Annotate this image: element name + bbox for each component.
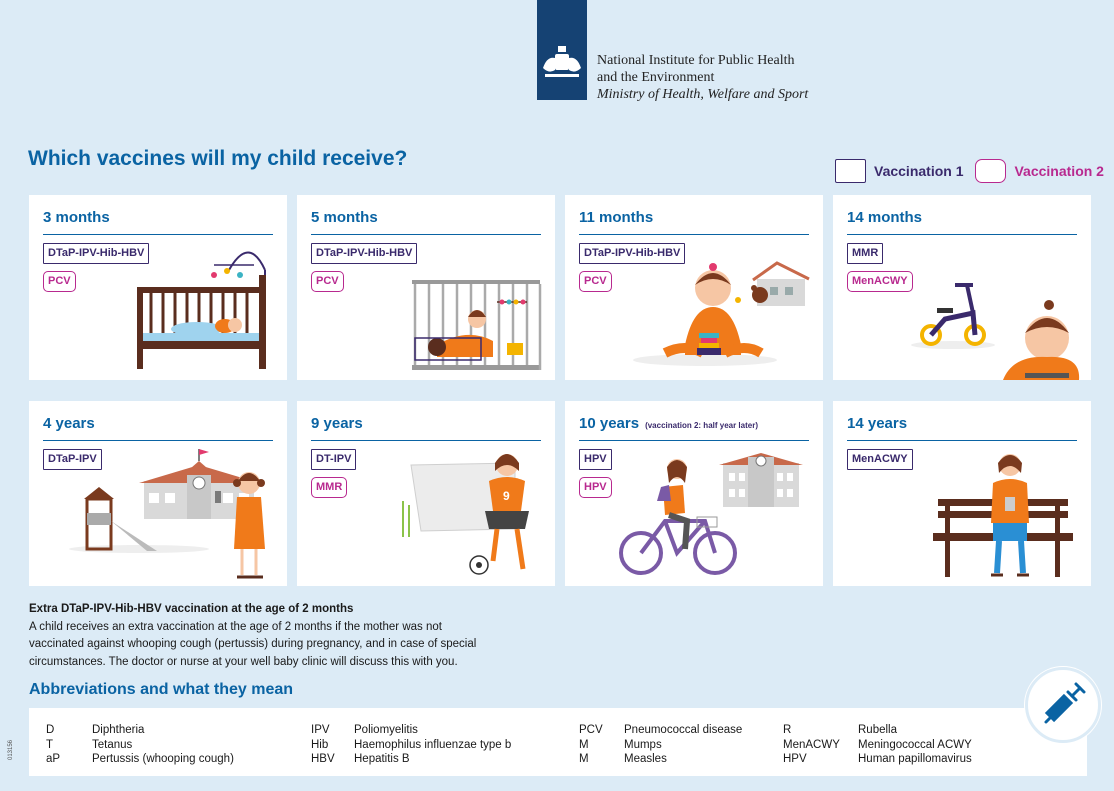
extra-vaccination-title: Extra DTaP-IPV-Hib-HBV vaccination at the age of 2 months xyxy=(29,603,354,615)
card-age: 9 years xyxy=(311,415,363,432)
abbreviation-code: HPV xyxy=(783,753,807,765)
abbreviations-column-4 xyxy=(783,723,972,767)
abbreviation-code: IPV xyxy=(311,724,330,736)
abbreviations-box xyxy=(29,708,1087,776)
abbreviation-row xyxy=(311,752,511,767)
abbreviation-code: M xyxy=(579,753,589,765)
vaccination-1-tag: HPV xyxy=(579,449,612,470)
card-4-years xyxy=(29,401,287,586)
abbreviation-row xyxy=(579,723,742,738)
abbreviations-column-1 xyxy=(46,723,234,767)
card-age: 11 months xyxy=(579,209,654,226)
card-age-label: 10 years xyxy=(579,415,640,432)
card-age xyxy=(579,415,758,432)
abbreviation-code: M xyxy=(579,738,589,751)
vaccination-1-tag: MenACWY xyxy=(847,449,913,470)
abbreviation-meaning: Rubella xyxy=(858,724,897,736)
card-divider xyxy=(311,234,541,235)
card-divider xyxy=(847,234,1077,235)
vaccination-2-tag: PCV xyxy=(579,271,612,292)
card-age: 14 years xyxy=(847,415,908,432)
abbreviation-row xyxy=(579,752,742,767)
vaccination-1-tag: DTaP-IPV-Hib-HBV xyxy=(311,243,417,264)
abbreviations-title: Abbreviations and what they mean xyxy=(29,681,294,698)
abbreviation-row xyxy=(311,723,511,738)
abbreviation-meaning: Poliomyelitis xyxy=(354,724,418,736)
abbreviation-meaning: Tetanus xyxy=(92,738,133,751)
vaccination-1-tag: DTaP-IPV-Hib-HBV xyxy=(43,243,149,264)
vaccination-1-tag: MMR xyxy=(847,243,883,264)
abbreviation-row xyxy=(783,723,972,738)
vaccination-2-tag: MMR xyxy=(311,477,347,498)
abbreviation-row xyxy=(46,723,234,738)
abbreviation-code: T xyxy=(46,738,54,751)
legend-vaccination-1-swatch xyxy=(835,159,866,183)
abbreviation-meaning: Hepatitis B xyxy=(354,753,410,765)
abbreviations-column-3 xyxy=(579,723,742,767)
abbreviation-meaning: Human papillomavirus xyxy=(858,753,972,765)
vaccination-2-tag: PCV xyxy=(43,271,76,292)
legend xyxy=(835,159,1104,183)
abbreviations-column-2 xyxy=(311,723,511,767)
card-age: 3 months xyxy=(43,209,110,226)
organization-name xyxy=(597,52,808,103)
card-9-years xyxy=(297,401,555,586)
card-divider xyxy=(311,440,541,441)
extra-text-line-3: circumstances. The doctor or nurse at your well baby clinic will discuss this with you. xyxy=(29,655,458,668)
legend-vaccination-2-swatch xyxy=(975,159,1006,183)
card-age-note: (vaccination 2: half year later) xyxy=(645,421,758,430)
page-title: Which vaccines will my child receive? xyxy=(28,147,408,170)
abbreviation-meaning: Measles xyxy=(624,753,667,765)
abbreviation-meaning: Diphtheria xyxy=(92,724,145,736)
abbreviation-meaning: Meningococcal ACWY xyxy=(858,738,972,751)
abbreviation-meaning: Haemophilus influenzae type b xyxy=(354,738,512,751)
legend-vaccination-1-label: Vaccination 1 xyxy=(874,163,964,179)
abbreviation-code: PCV xyxy=(579,724,603,736)
vaccination-2-tag: HPV xyxy=(579,477,612,498)
card-11-months xyxy=(565,195,823,380)
card-5-months xyxy=(297,195,555,380)
syringe-icon xyxy=(1040,682,1086,728)
org-line-1: National Institute for Public Health xyxy=(597,53,795,68)
abbreviation-code: Hib xyxy=(311,738,329,751)
abbreviation-row xyxy=(783,752,972,767)
syringe-badge xyxy=(1025,667,1101,743)
vaccination-2-tag: PCV xyxy=(311,271,344,292)
abbreviation-row xyxy=(783,738,972,753)
card-3-months xyxy=(29,195,287,380)
extra-vaccination-info xyxy=(29,601,549,671)
extra-text-line-1: A child receives an extra vaccination at the age of 2 months if the mother was not xyxy=(29,620,442,633)
card-14-months xyxy=(833,195,1091,380)
abbreviation-row xyxy=(46,752,234,767)
card-divider xyxy=(847,440,1077,441)
card-14-years xyxy=(833,401,1091,586)
abbreviation-meaning: Pertussis (whooping cough) xyxy=(92,753,234,765)
logo-bar xyxy=(537,0,587,100)
ministry-name: Ministry of Health, Welfare and Sport xyxy=(597,87,809,102)
card-divider xyxy=(579,234,809,235)
abbreviation-code: D xyxy=(46,724,55,736)
abbreviation-row xyxy=(46,738,234,753)
card-10-years xyxy=(565,401,823,586)
card-age: 5 months xyxy=(311,209,378,226)
card-divider xyxy=(43,234,273,235)
abbreviation-row xyxy=(579,738,742,753)
abbreviation-code: R xyxy=(783,724,792,736)
card-divider xyxy=(579,440,809,441)
legend-vaccination-2-label: Vaccination 2 xyxy=(1014,163,1104,179)
vaccination-1-tag: DTaP-IPV xyxy=(43,449,102,470)
abbreviation-meaning: Mumps xyxy=(624,738,662,751)
vaccination-1-tag: DTaP-IPV-Hib-HBV xyxy=(579,243,685,264)
org-line-2: and the Environment xyxy=(597,70,715,85)
card-age: 4 years xyxy=(43,415,95,432)
abbreviation-code: HBV xyxy=(311,753,335,765)
extra-text-line-2: vaccinated against whooping cough (pertussis) during pregnancy, and in case of special xyxy=(29,638,477,650)
abbreviation-code: MenACWY xyxy=(783,738,840,751)
svg-text:9: 9 xyxy=(503,489,510,503)
abbreviation-meaning: Pneumococcal disease xyxy=(624,724,743,736)
abbreviation-row xyxy=(311,738,511,753)
document-code: 013156 xyxy=(8,739,14,760)
abbreviation-code: aP xyxy=(46,753,61,765)
card-divider xyxy=(43,440,273,441)
coat-of-arms-icon xyxy=(541,44,583,88)
card-age: 14 months xyxy=(847,209,923,226)
vaccination-2-tag: MenACWY xyxy=(847,271,913,292)
vaccination-1-tag: DT-IPV xyxy=(311,449,356,470)
